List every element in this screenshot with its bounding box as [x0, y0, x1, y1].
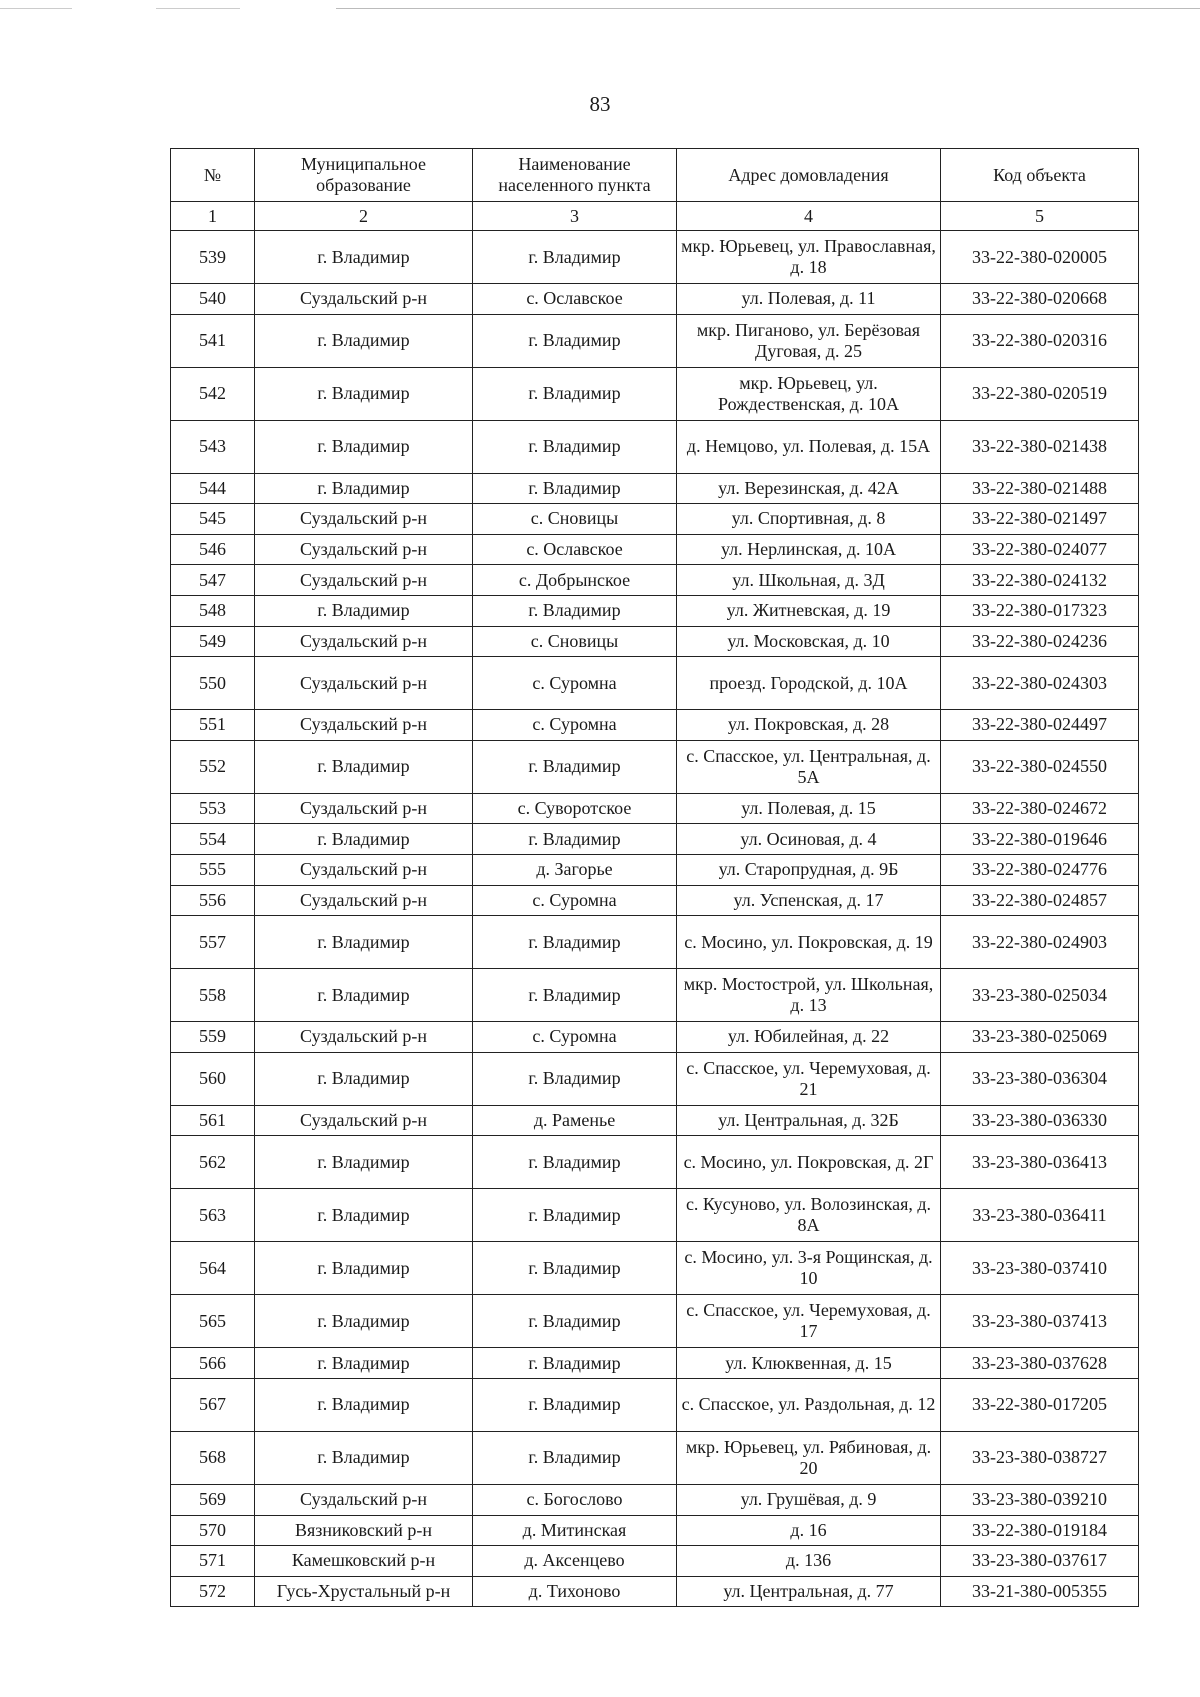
cell-address: мкр. Юрьевец, ул. Рождественская, д. 10А: [677, 367, 941, 420]
cell-object-code: 33-22-380-019646: [941, 824, 1139, 855]
cell-settlement: г. Владимир: [473, 740, 677, 793]
table-row: [171, 473, 1139, 504]
cell-settlement: г. Владимир: [473, 1295, 677, 1348]
cell-municipality: г. Владимир: [255, 1348, 473, 1379]
column-number: 3: [473, 202, 677, 231]
cell-settlement: г. Владимир: [473, 231, 677, 284]
table-row: [171, 969, 1139, 1022]
cell-object-code: 33-22-380-024672: [941, 793, 1139, 824]
cell-municipality: г. Владимир: [255, 595, 473, 626]
cell-address: с. Кусуново, ул. Волозинская, д. 8А: [677, 1189, 941, 1242]
cell-object-code: 33-23-380-038727: [941, 1431, 1139, 1484]
cell-municipality: Суздальский р-н: [255, 710, 473, 741]
cell-municipality: Вязниковский р-н: [255, 1515, 473, 1546]
cell-number: 545: [171, 504, 255, 535]
table-row: [171, 854, 1139, 885]
header-number: №: [171, 149, 255, 202]
table-row: [171, 824, 1139, 855]
cell-settlement: с. Суромна: [473, 710, 677, 741]
cell-object-code: 33-22-380-024236: [941, 626, 1139, 657]
cell-object-code: 33-23-380-037617: [941, 1546, 1139, 1577]
cell-address: д. 16: [677, 1515, 941, 1546]
cell-settlement: г. Владимир: [473, 420, 677, 473]
cell-object-code: 33-23-380-036304: [941, 1052, 1139, 1105]
column-number: 1: [171, 202, 255, 231]
cell-address: с. Спасское, ул. Раздольная, д. 12: [677, 1378, 941, 1431]
cell-object-code: 33-23-380-025069: [941, 1022, 1139, 1053]
table-row: [171, 793, 1139, 824]
cell-address: с. Спасское, ул. Черемуховая, д. 17: [677, 1295, 941, 1348]
cell-object-code: 33-22-380-017205: [941, 1378, 1139, 1431]
cell-settlement: с. Суромна: [473, 885, 677, 916]
header-municipality: Муниципальное образование: [255, 149, 473, 202]
cell-object-code: 33-23-380-039210: [941, 1484, 1139, 1515]
cell-address: проезд. Городской, д. 10А: [677, 657, 941, 710]
table-row: [171, 657, 1139, 710]
cell-municipality: Суздальский р-н: [255, 854, 473, 885]
cell-number: 560: [171, 1052, 255, 1105]
table-row: [171, 1431, 1139, 1484]
cell-municipality: г. Владимир: [255, 367, 473, 420]
cell-settlement: с. Ославское: [473, 284, 677, 315]
table-row: [171, 231, 1139, 284]
cell-municipality: Суздальский р-н: [255, 565, 473, 596]
cell-object-code: 33-22-380-024903: [941, 916, 1139, 969]
scan-edge-line: [0, 8, 1200, 9]
cell-address: ул. Юбилейная, д. 22: [677, 1022, 941, 1053]
cell-address: мкр. Мостострой, ул. Школьная, д. 13: [677, 969, 941, 1022]
cell-object-code: 33-22-380-024497: [941, 710, 1139, 741]
cell-object-code: 33-22-380-020005: [941, 231, 1139, 284]
cell-number: 551: [171, 710, 255, 741]
cell-settlement: г. Владимир: [473, 969, 677, 1022]
cell-address: с. Мосино, ул. Покровская, д. 2Г: [677, 1136, 941, 1189]
table-row: [171, 1348, 1139, 1379]
cell-object-code: 33-22-380-021497: [941, 504, 1139, 535]
cell-number: 561: [171, 1105, 255, 1136]
cell-number: 569: [171, 1484, 255, 1515]
table-row: [171, 1189, 1139, 1242]
cell-number: 564: [171, 1242, 255, 1295]
header-address: Адрес домовладения: [677, 149, 941, 202]
cell-settlement: с. Суромна: [473, 1022, 677, 1053]
cell-address: ул. Осиновая, д. 4: [677, 824, 941, 855]
table-row: [171, 1242, 1139, 1295]
cell-object-code: 33-22-380-024776: [941, 854, 1139, 885]
cell-municipality: г. Владимир: [255, 740, 473, 793]
cell-number: 563: [171, 1189, 255, 1242]
page-number: 83: [589, 92, 611, 116]
cell-address: ул. Старопрудная, д. 9Б: [677, 854, 941, 885]
cell-object-code: 33-22-380-024132: [941, 565, 1139, 596]
cell-settlement: г. Владимир: [473, 824, 677, 855]
cell-object-code: 33-23-380-036411: [941, 1189, 1139, 1242]
cell-object-code: 33-21-380-005355: [941, 1576, 1139, 1607]
cell-object-code: 33-22-380-019184: [941, 1515, 1139, 1546]
table-row: [171, 1515, 1139, 1546]
cell-number: 572: [171, 1576, 255, 1607]
cell-municipality: Суздальский р-н: [255, 1105, 473, 1136]
cell-address: мкр. Юрьевец, ул. Православная, д. 18: [677, 231, 941, 284]
cell-address: с. Мосино, ул. 3-я Рощинская, д. 10: [677, 1242, 941, 1295]
cell-municipality: Суздальский р-н: [255, 885, 473, 916]
cell-settlement: г. Владимир: [473, 367, 677, 420]
cell-number: 559: [171, 1022, 255, 1053]
column-number: 4: [677, 202, 941, 231]
cell-municipality: г. Владимир: [255, 1431, 473, 1484]
cell-object-code: 33-23-380-036413: [941, 1136, 1139, 1189]
table-row: [171, 504, 1139, 535]
cell-municipality: г. Владимир: [255, 824, 473, 855]
cell-settlement: г. Владимир: [473, 916, 677, 969]
cell-settlement: г. Владимир: [473, 1431, 677, 1484]
cell-settlement: г. Владимир: [473, 1242, 677, 1295]
cell-address: с. Мосино, ул. Покровская, д. 19: [677, 916, 941, 969]
header-settlement: Наименование населенного пункта: [473, 149, 677, 202]
table-row: [171, 885, 1139, 916]
cell-settlement: г. Владимир: [473, 314, 677, 367]
table-row: [171, 710, 1139, 741]
cell-number: 543: [171, 420, 255, 473]
cell-number: 541: [171, 314, 255, 367]
cell-address: ул. Полевая, д. 15: [677, 793, 941, 824]
cell-address: ул. Верезинская, д. 42А: [677, 473, 941, 504]
cell-number: 548: [171, 595, 255, 626]
cell-settlement: с. Сновицы: [473, 504, 677, 535]
table-row: [171, 534, 1139, 565]
table-row: [171, 1484, 1139, 1515]
cell-object-code: 33-23-380-037628: [941, 1348, 1139, 1379]
cell-object-code: 33-22-380-020668: [941, 284, 1139, 315]
cell-settlement: д. Тихоново: [473, 1576, 677, 1607]
cell-object-code: 33-22-380-021488: [941, 473, 1139, 504]
cell-address: ул. Нерлинская, д. 10А: [677, 534, 941, 565]
cell-settlement: г. Владимир: [473, 1189, 677, 1242]
cell-number: 568: [171, 1431, 255, 1484]
cell-address: ул. Спортивная, д. 8: [677, 504, 941, 535]
cell-municipality: Суздальский р-н: [255, 793, 473, 824]
cell-object-code: 33-23-380-036330: [941, 1105, 1139, 1136]
cell-address: ул. Клюквенная, д. 15: [677, 1348, 941, 1379]
cell-object-code: 33-22-380-024550: [941, 740, 1139, 793]
cell-object-code: 33-23-380-037413: [941, 1295, 1139, 1348]
cell-settlement: д. Митинская: [473, 1515, 677, 1546]
cell-number: 557: [171, 916, 255, 969]
cell-object-code: 33-22-380-024077: [941, 534, 1139, 565]
table-row: [171, 1378, 1139, 1431]
cell-number: 542: [171, 367, 255, 420]
cell-object-code: 33-22-380-024303: [941, 657, 1139, 710]
cell-municipality: Гусь-Хрустальный р-н: [255, 1576, 473, 1607]
cell-address: ул. Покровская, д. 28: [677, 710, 941, 741]
cell-object-code: 33-22-380-020519: [941, 367, 1139, 420]
cell-object-code: 33-22-380-021438: [941, 420, 1139, 473]
cell-municipality: Суздальский р-н: [255, 534, 473, 565]
cell-settlement: г. Владимир: [473, 473, 677, 504]
table-row: [171, 740, 1139, 793]
header-row: [171, 149, 1139, 202]
cell-municipality: г. Владимир: [255, 1295, 473, 1348]
cell-address: ул. Центральная, д. 77: [677, 1576, 941, 1607]
cell-settlement: с. Богослово: [473, 1484, 677, 1515]
cell-number: 562: [171, 1136, 255, 1189]
cell-address: ул. Школьная, д. 3Д: [677, 565, 941, 596]
cell-number: 553: [171, 793, 255, 824]
cell-settlement: д. Аксенцево: [473, 1546, 677, 1577]
cell-municipality: г. Владимир: [255, 969, 473, 1022]
cell-object-code: 33-23-380-025034: [941, 969, 1139, 1022]
cell-number: 552: [171, 740, 255, 793]
register-table: [170, 148, 1139, 1607]
cell-object-code: 33-22-380-017323: [941, 595, 1139, 626]
cell-number: 570: [171, 1515, 255, 1546]
cell-municipality: г. Владимир: [255, 1136, 473, 1189]
cell-address: д. 136: [677, 1546, 941, 1577]
cell-number: 546: [171, 534, 255, 565]
cell-number: 544: [171, 473, 255, 504]
cell-settlement: с. Сновицы: [473, 626, 677, 657]
cell-number: 539: [171, 231, 255, 284]
cell-number: 547: [171, 565, 255, 596]
cell-address: ул. Житневская, д. 19: [677, 595, 941, 626]
cell-object-code: 33-22-380-024857: [941, 885, 1139, 916]
header-object-code: Код объекта: [941, 149, 1139, 202]
table-row: [171, 1022, 1139, 1053]
cell-number: 558: [171, 969, 255, 1022]
table-row: [171, 595, 1139, 626]
cell-settlement: г. Владимир: [473, 1052, 677, 1105]
cell-settlement: д. Раменье: [473, 1105, 677, 1136]
cell-municipality: г. Владимир: [255, 1378, 473, 1431]
cell-object-code: 33-22-380-020316: [941, 314, 1139, 367]
cell-number: 556: [171, 885, 255, 916]
cell-object-code: 33-23-380-037410: [941, 1242, 1139, 1295]
cell-number: 540: [171, 284, 255, 315]
cell-municipality: г. Владимир: [255, 1189, 473, 1242]
column-number-row: [171, 202, 1139, 231]
cell-address: с. Спасское, ул. Центральная, д. 5А: [677, 740, 941, 793]
cell-number: 550: [171, 657, 255, 710]
table-row: [171, 565, 1139, 596]
cell-municipality: Камешковский р-н: [255, 1546, 473, 1577]
cell-settlement: д. Загорье: [473, 854, 677, 885]
cell-municipality: г. Владимир: [255, 231, 473, 284]
cell-number: 571: [171, 1546, 255, 1577]
cell-number: 566: [171, 1348, 255, 1379]
cell-municipality: Суздальский р-н: [255, 1022, 473, 1053]
cell-number: 549: [171, 626, 255, 657]
cell-number: 567: [171, 1378, 255, 1431]
cell-address: ул. Московская, д. 10: [677, 626, 941, 657]
cell-municipality: г. Владимир: [255, 916, 473, 969]
cell-municipality: г. Владимир: [255, 1052, 473, 1105]
cell-address: ул. Полевая, д. 11: [677, 284, 941, 315]
cell-municipality: Суздальский р-н: [255, 626, 473, 657]
cell-address: с. Спасское, ул. Черемуховая, д. 21: [677, 1052, 941, 1105]
cell-settlement: г. Владимир: [473, 1136, 677, 1189]
table-row: [171, 916, 1139, 969]
cell-address: ул. Успенская, д. 17: [677, 885, 941, 916]
cell-number: 565: [171, 1295, 255, 1348]
table-row: [171, 1576, 1139, 1607]
table-row: [171, 1295, 1139, 1348]
column-number: 5: [941, 202, 1139, 231]
table-row: [171, 1546, 1139, 1577]
table-row: [171, 1136, 1139, 1189]
cell-settlement: г. Владимир: [473, 1348, 677, 1379]
table-row: [171, 420, 1139, 473]
table-row: [171, 1052, 1139, 1105]
cell-settlement: с. Ославское: [473, 534, 677, 565]
cell-settlement: г. Владимир: [473, 595, 677, 626]
cell-number: 555: [171, 854, 255, 885]
table-row: [171, 626, 1139, 657]
cell-settlement: с. Добрынское: [473, 565, 677, 596]
column-number: 2: [255, 202, 473, 231]
cell-municipality: Суздальский р-н: [255, 1484, 473, 1515]
table-row: [171, 367, 1139, 420]
cell-address: мкр. Пиганово, ул. Берёзовая Дуговая, д. 25: [677, 314, 941, 367]
cell-municipality: Суздальский р-н: [255, 657, 473, 710]
cell-municipality: Суздальский р-н: [255, 284, 473, 315]
cell-address: ул. Центральная, д. 32Б: [677, 1105, 941, 1136]
cell-address: мкр. Юрьевец, ул. Рябиновая, д. 20: [677, 1431, 941, 1484]
cell-settlement: г. Владимир: [473, 1378, 677, 1431]
cell-address: ул. Грушёвая, д. 9: [677, 1484, 941, 1515]
cell-municipality: г. Владимир: [255, 420, 473, 473]
cell-address: д. Немцово, ул. Полевая, д. 15А: [677, 420, 941, 473]
table-body: [171, 231, 1139, 1607]
cell-settlement: с. Суворотское: [473, 793, 677, 824]
cell-municipality: г. Владимир: [255, 314, 473, 367]
cell-municipality: Суздальский р-н: [255, 504, 473, 535]
cell-settlement: с. Суромна: [473, 657, 677, 710]
table-row: [171, 314, 1139, 367]
table-row: [171, 1105, 1139, 1136]
cell-municipality: г. Владимир: [255, 1242, 473, 1295]
cell-municipality: г. Владимир: [255, 473, 473, 504]
table-row: [171, 284, 1139, 315]
cell-number: 554: [171, 824, 255, 855]
